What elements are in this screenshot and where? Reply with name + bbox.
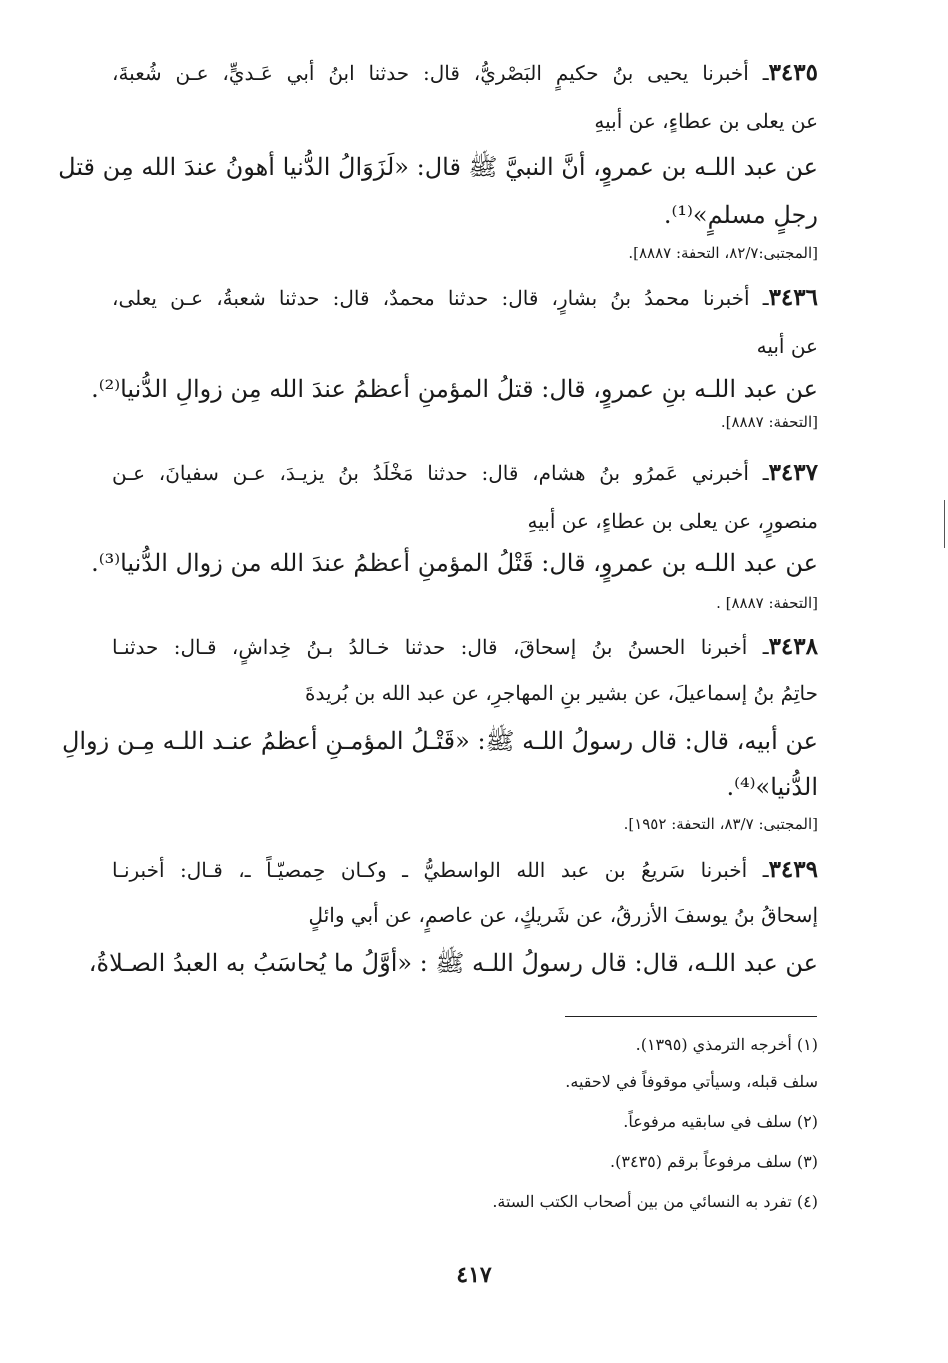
hadith-3435-isnad-line-2: عن يعلى بن عطاءٍ، عن أبيهِ xyxy=(594,109,818,133)
hadith-3437-isnad-line-1: ٣٤٣٧ـ أخبرني عَمرُو بنُ هشام، قال: حدثنا مَخْلَدُ بنُ يزيـدَ، عـن سفيانَ، عـن xyxy=(112,459,818,486)
hadith-3438-isnad-line-1: ٣٤٣٨ـ أخبرنا الحسنُ بنُ إسحاقَ، قال: حدثنا خـالدُ بـنُ خِداشٍ، قـال: حدثنـا xyxy=(112,633,818,660)
hadith-number: ٣٤٣٥ xyxy=(768,59,818,86)
page-number: ٤١٧ xyxy=(456,1262,492,1288)
hadith-3435-matn-line-2: رجلٍ مسلمٍ»⁽¹⁾. xyxy=(663,201,818,229)
hadith-3438-matn-line-2: الدُّنيا»⁽⁴⁾. xyxy=(726,773,818,801)
hadith-3437-isnad-line-2: منصورٍ، عن يعلى بن عطاءٍ، عن أبيهِ xyxy=(527,509,818,533)
footnote-4: (٤) تفرد به النسائي من بين أصحاب الكتب الستة. xyxy=(492,1192,818,1211)
hadith-3437-source: [التحفة: ٨٨٨٧] . xyxy=(716,594,818,612)
hadith-3435-source: [المجتبى:٨٢/٧، التحفة: ٨٨٨٧]. xyxy=(628,244,818,262)
hadith-3436-isnad-line-2: عن أبيه xyxy=(756,334,818,358)
hadith-number: ٣٤٣٨ xyxy=(768,633,818,660)
hadith-3436-matn-line-1: عن عبد اللـه بنِ عمروٍ، قال: قتلُ المؤمنِ أعظمُ عندَ الله مِن زوالِ الدُّنيا⁽²⁾. xyxy=(91,375,818,403)
hadith-number: ٣٤٣٧ xyxy=(768,459,818,486)
footnote-2: (٢) سلف في سابقيه مرفوعاً. xyxy=(623,1112,818,1131)
footnote-1-continued: سلف قبله، وسيأتي موقوفاً في لاحقيه. xyxy=(565,1072,818,1091)
hadith-3439-isnad-line-1: ٣٤٣٩ـ أخبرنا سَريعُ بن عبد الله الواسطيُّ ـ وكـان حِمصيّـاً ـ، قـال: أخبرنـا xyxy=(112,856,818,883)
hadith-3435-matn-line-1: عن عبد اللـه بن عمروٍ، أنَّ النبيَّ ﷺ قال: «لَزَوَالُ الدُّنيا أهونُ عندَ الله مِن قتل xyxy=(58,153,818,181)
hadith-3438-source: [المجتبى: ٨٣/٧، التحفة: ١٩٥٢]. xyxy=(623,815,818,833)
hadith-number: ٣٤٣٦ xyxy=(768,284,818,311)
hadith-number: ٣٤٣٩ xyxy=(768,856,818,883)
footnote-1: (١) أخرجه الترمذي (١٣٩٥). xyxy=(635,1035,818,1054)
hadith-3436-isnad-line-1: ٣٤٣٦ـ أخبرنا محمدُ بنُ بشارٍ، قال: حدثنا محمدٌ، قال: حدثنا شعبةُ، عـن يعلى، xyxy=(112,284,818,311)
footnote-divider xyxy=(565,1016,817,1017)
hadith-3437-matn-line-1: عن عبد اللـه بن عمروٍ، قال: قَتْلُ المؤمنِ أعظمُ عندَ الله من زوال الدُّنيا⁽³⁾. xyxy=(91,549,818,577)
hadith-3439-matn-line-1: عن عبد اللـه، قال: قال رسولُ اللـه ﷺ : «أوَّلُ ما يُحاسَبُ به العبدُ الصـلاةُ، xyxy=(88,949,818,977)
hadith-3435-isnad-line-1: ٣٤٣٥ـ أخبرنا يحيى بنُ حكيمٍ البَصْريُّ، قال: حدثنا ابنُ أبي عَـديٍّ، عـن شُعبةَ، xyxy=(112,59,818,86)
hadith-3439-isnad-line-2: إسحاقُ بنُ يوسفَ الأزرقُ، عن شَريكٍ، عن عاصمٍ، عن أبي وائلٍ xyxy=(308,903,818,927)
footnote-3: (٣) سلف مرفوعاً برقم (٣٤٣٥). xyxy=(610,1152,818,1171)
scan-margin-mark xyxy=(944,500,945,548)
hadith-3438-matn-line-1: عن أبيه، قال: قال رسولُ اللـه ﷺ: «قَتْـلُ المؤمـنِ أعظمُ عنـد اللـه مِـن زوالِ xyxy=(61,727,818,755)
hadith-3438-isnad-line-2: حاتِمُ بنُ إسماعيلَ، عن بشير بنِ المهاجرِ، عن عبد الله بن بُريدةَ xyxy=(305,681,818,705)
hadith-3436-source: [التحفة: ٨٨٨٧]. xyxy=(720,413,818,431)
